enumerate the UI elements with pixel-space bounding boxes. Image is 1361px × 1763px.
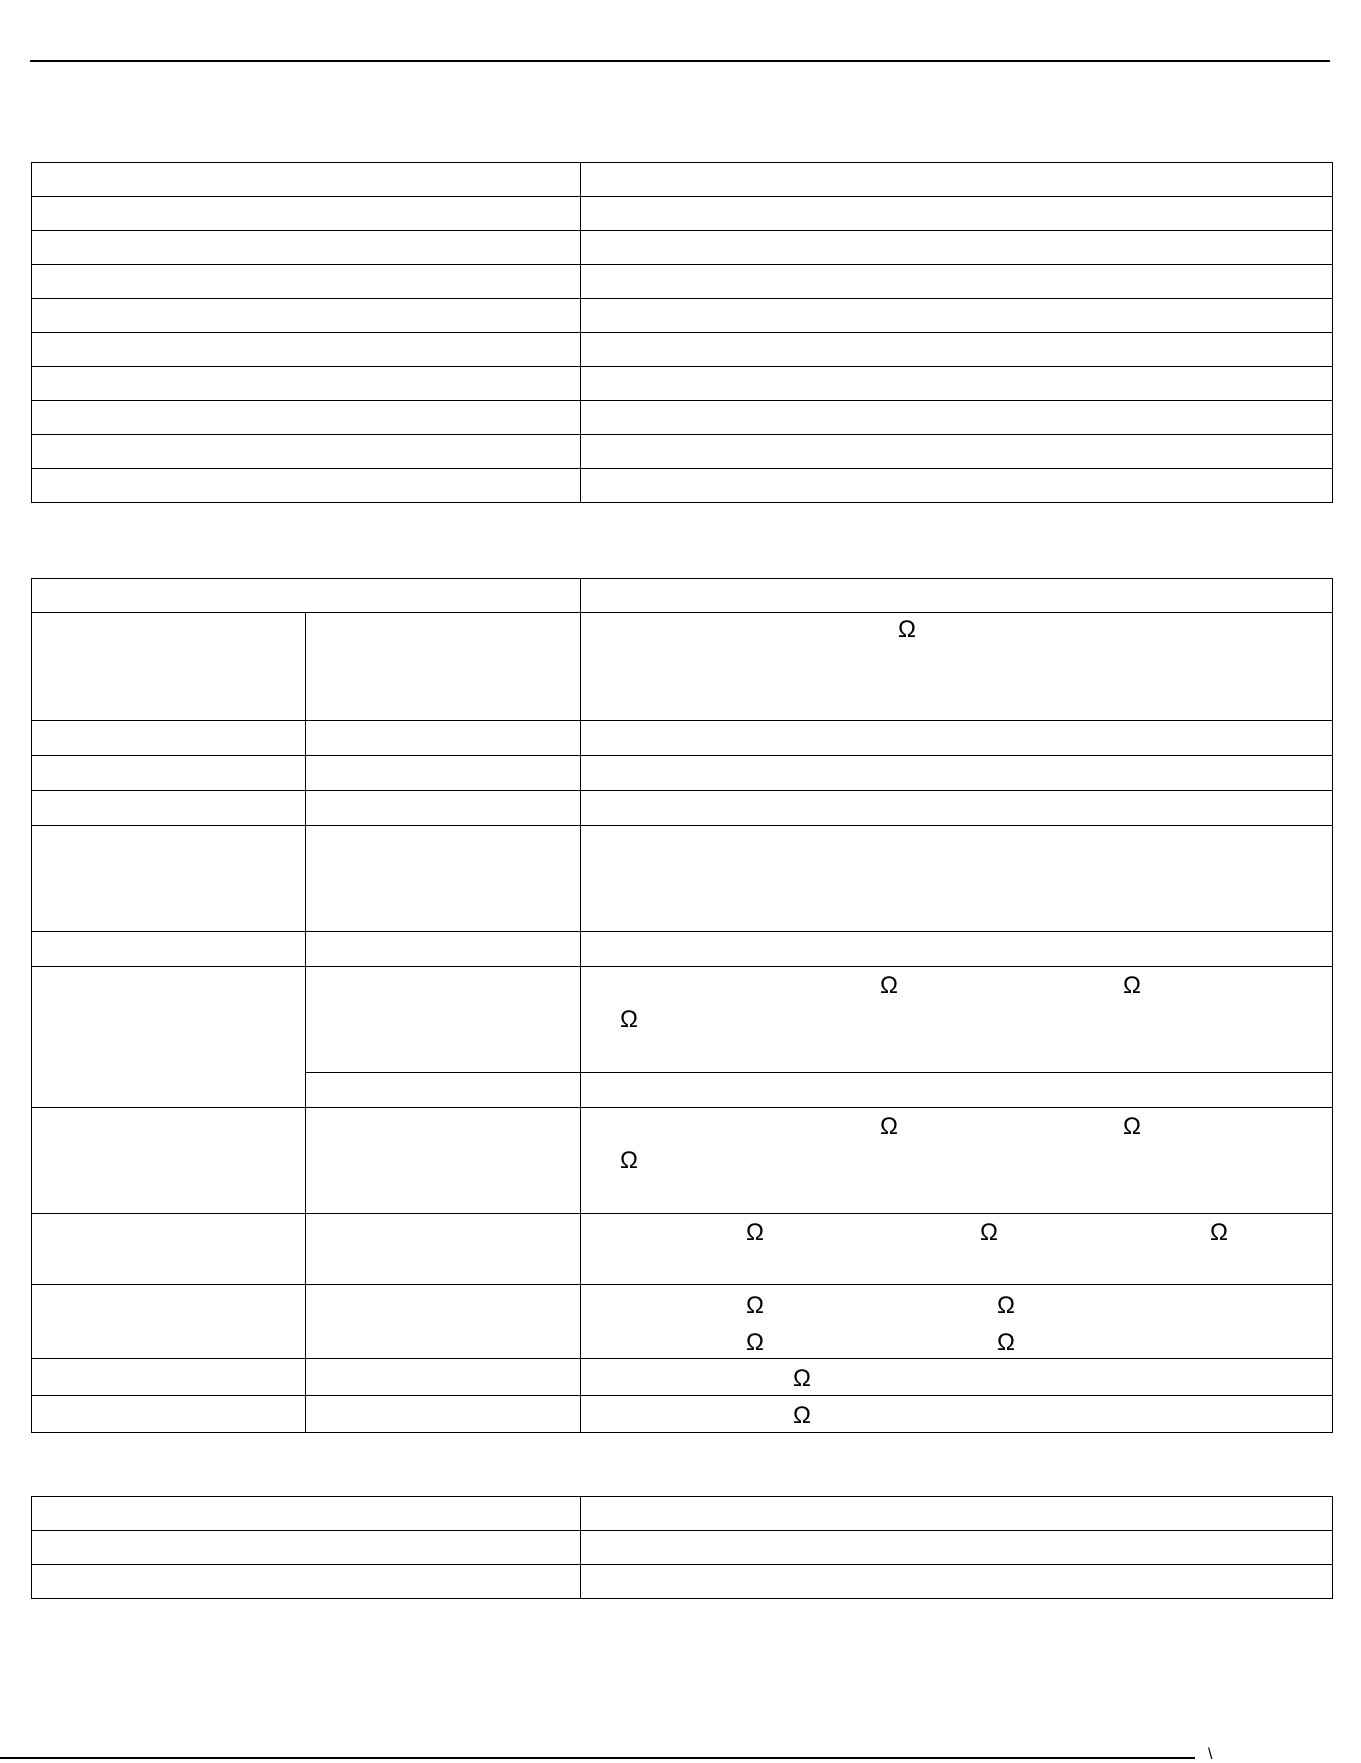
table-cell (32, 299, 581, 333)
table-cell (581, 163, 1333, 197)
table-cell (581, 791, 1333, 826)
table-cell (581, 1565, 1333, 1599)
table-row (32, 163, 1333, 197)
table-row (32, 756, 1333, 791)
omega-symbol: Ω (746, 1219, 764, 1246)
spec-table-3 (31, 1496, 1333, 1599)
table-row (32, 1565, 1333, 1599)
table-row (32, 1285, 1333, 1359)
table-cell (581, 1073, 1333, 1108)
table-row (32, 613, 1333, 721)
table-row (32, 791, 1333, 826)
footer-rule (0, 1757, 1195, 1759)
table-cell (581, 333, 1333, 367)
omega-symbol: Ω (997, 1329, 1015, 1356)
table-row (32, 401, 1333, 435)
table-cell (32, 756, 306, 791)
omega-symbol: Ω (620, 1147, 638, 1174)
spec-table-2 (31, 578, 1333, 1433)
table-cell (581, 1285, 1333, 1359)
table-cell (581, 1108, 1333, 1214)
table-row (32, 333, 1333, 367)
table-cell (32, 163, 581, 197)
omega-symbol: Ω (746, 1292, 764, 1319)
table-cell (581, 579, 1333, 613)
omega-symbol: Ω (980, 1219, 998, 1246)
table-row (32, 826, 1333, 932)
table-row (32, 367, 1333, 401)
table-cell (306, 721, 581, 756)
table-cell (581, 197, 1333, 231)
table-cell (581, 756, 1333, 791)
table-cell (306, 1359, 581, 1396)
omega-symbol: Ω (793, 1365, 811, 1392)
header-rule (30, 60, 1330, 62)
table-cell (32, 967, 306, 1108)
omega-symbol: Ω (1123, 972, 1141, 999)
table-cell (581, 613, 1333, 721)
omega-symbol: Ω (620, 1006, 638, 1033)
table-cell (581, 265, 1333, 299)
omega-symbol: Ω (997, 1292, 1015, 1319)
table-cell (306, 967, 581, 1073)
table-cell (32, 333, 581, 367)
table-cell (32, 1214, 306, 1285)
table-row (32, 299, 1333, 333)
table-row (32, 1214, 1333, 1285)
omega-symbol: Ω (880, 972, 898, 999)
table-cell (32, 791, 306, 826)
table-cell (581, 1396, 1333, 1433)
omega-symbol: Ω (793, 1402, 811, 1429)
table-cell (32, 367, 581, 401)
omega-symbol: Ω (746, 1329, 764, 1356)
table-cell (306, 1285, 581, 1359)
table-cell (32, 469, 581, 503)
table-cell (306, 826, 581, 932)
table-cell (32, 265, 581, 299)
table-cell (306, 791, 581, 826)
table-cell (32, 1396, 306, 1433)
table-row (32, 1396, 1333, 1433)
table-row (32, 1531, 1333, 1565)
table-cell (32, 932, 306, 967)
table-cell (32, 1108, 306, 1214)
table-cell (32, 1531, 581, 1565)
table-cell (581, 721, 1333, 756)
table-cell (32, 1497, 581, 1531)
table-cell (32, 197, 581, 231)
table-cell (581, 401, 1333, 435)
table-row (32, 197, 1333, 231)
table-row (32, 469, 1333, 503)
table-row (32, 1497, 1333, 1531)
table-cell (581, 299, 1333, 333)
table-cell (306, 932, 581, 967)
table-cell (581, 1359, 1333, 1396)
table-cell (581, 469, 1333, 503)
table-cell (306, 1396, 581, 1433)
table-cell (306, 756, 581, 791)
table-cell (306, 613, 581, 721)
table-cell (581, 967, 1333, 1073)
table-cell (32, 1565, 581, 1599)
table-cell (32, 613, 306, 721)
table-cell (581, 367, 1333, 401)
table-cell (581, 435, 1333, 469)
table-cell (306, 1108, 581, 1214)
table-row (32, 1359, 1333, 1396)
table-cell (32, 401, 581, 435)
omega-symbol: Ω (880, 1113, 898, 1140)
table-cell (581, 1531, 1333, 1565)
spec-table-1 (31, 162, 1333, 503)
table-row (32, 231, 1333, 265)
table-cell (32, 1285, 306, 1359)
table-cell (32, 435, 581, 469)
table-row (32, 579, 1333, 613)
omega-symbol: Ω (1123, 1113, 1141, 1140)
table-cell (581, 826, 1333, 932)
table-cell (306, 1214, 581, 1285)
table-cell (32, 579, 581, 613)
omega-symbol: Ω (1210, 1219, 1228, 1246)
table-row (32, 932, 1333, 967)
table-cell (581, 1497, 1333, 1531)
table-row (32, 265, 1333, 299)
table-row (32, 435, 1333, 469)
table-cell (306, 1073, 581, 1108)
table-cell (32, 1359, 306, 1396)
table-cell (581, 932, 1333, 967)
table-row (32, 721, 1333, 756)
omega-symbol: Ω (898, 616, 916, 643)
footer-mark: \ (1208, 1746, 1213, 1763)
table-cell (581, 231, 1333, 265)
table-cell (32, 231, 581, 265)
table-cell (32, 826, 306, 932)
table-cell (32, 721, 306, 756)
